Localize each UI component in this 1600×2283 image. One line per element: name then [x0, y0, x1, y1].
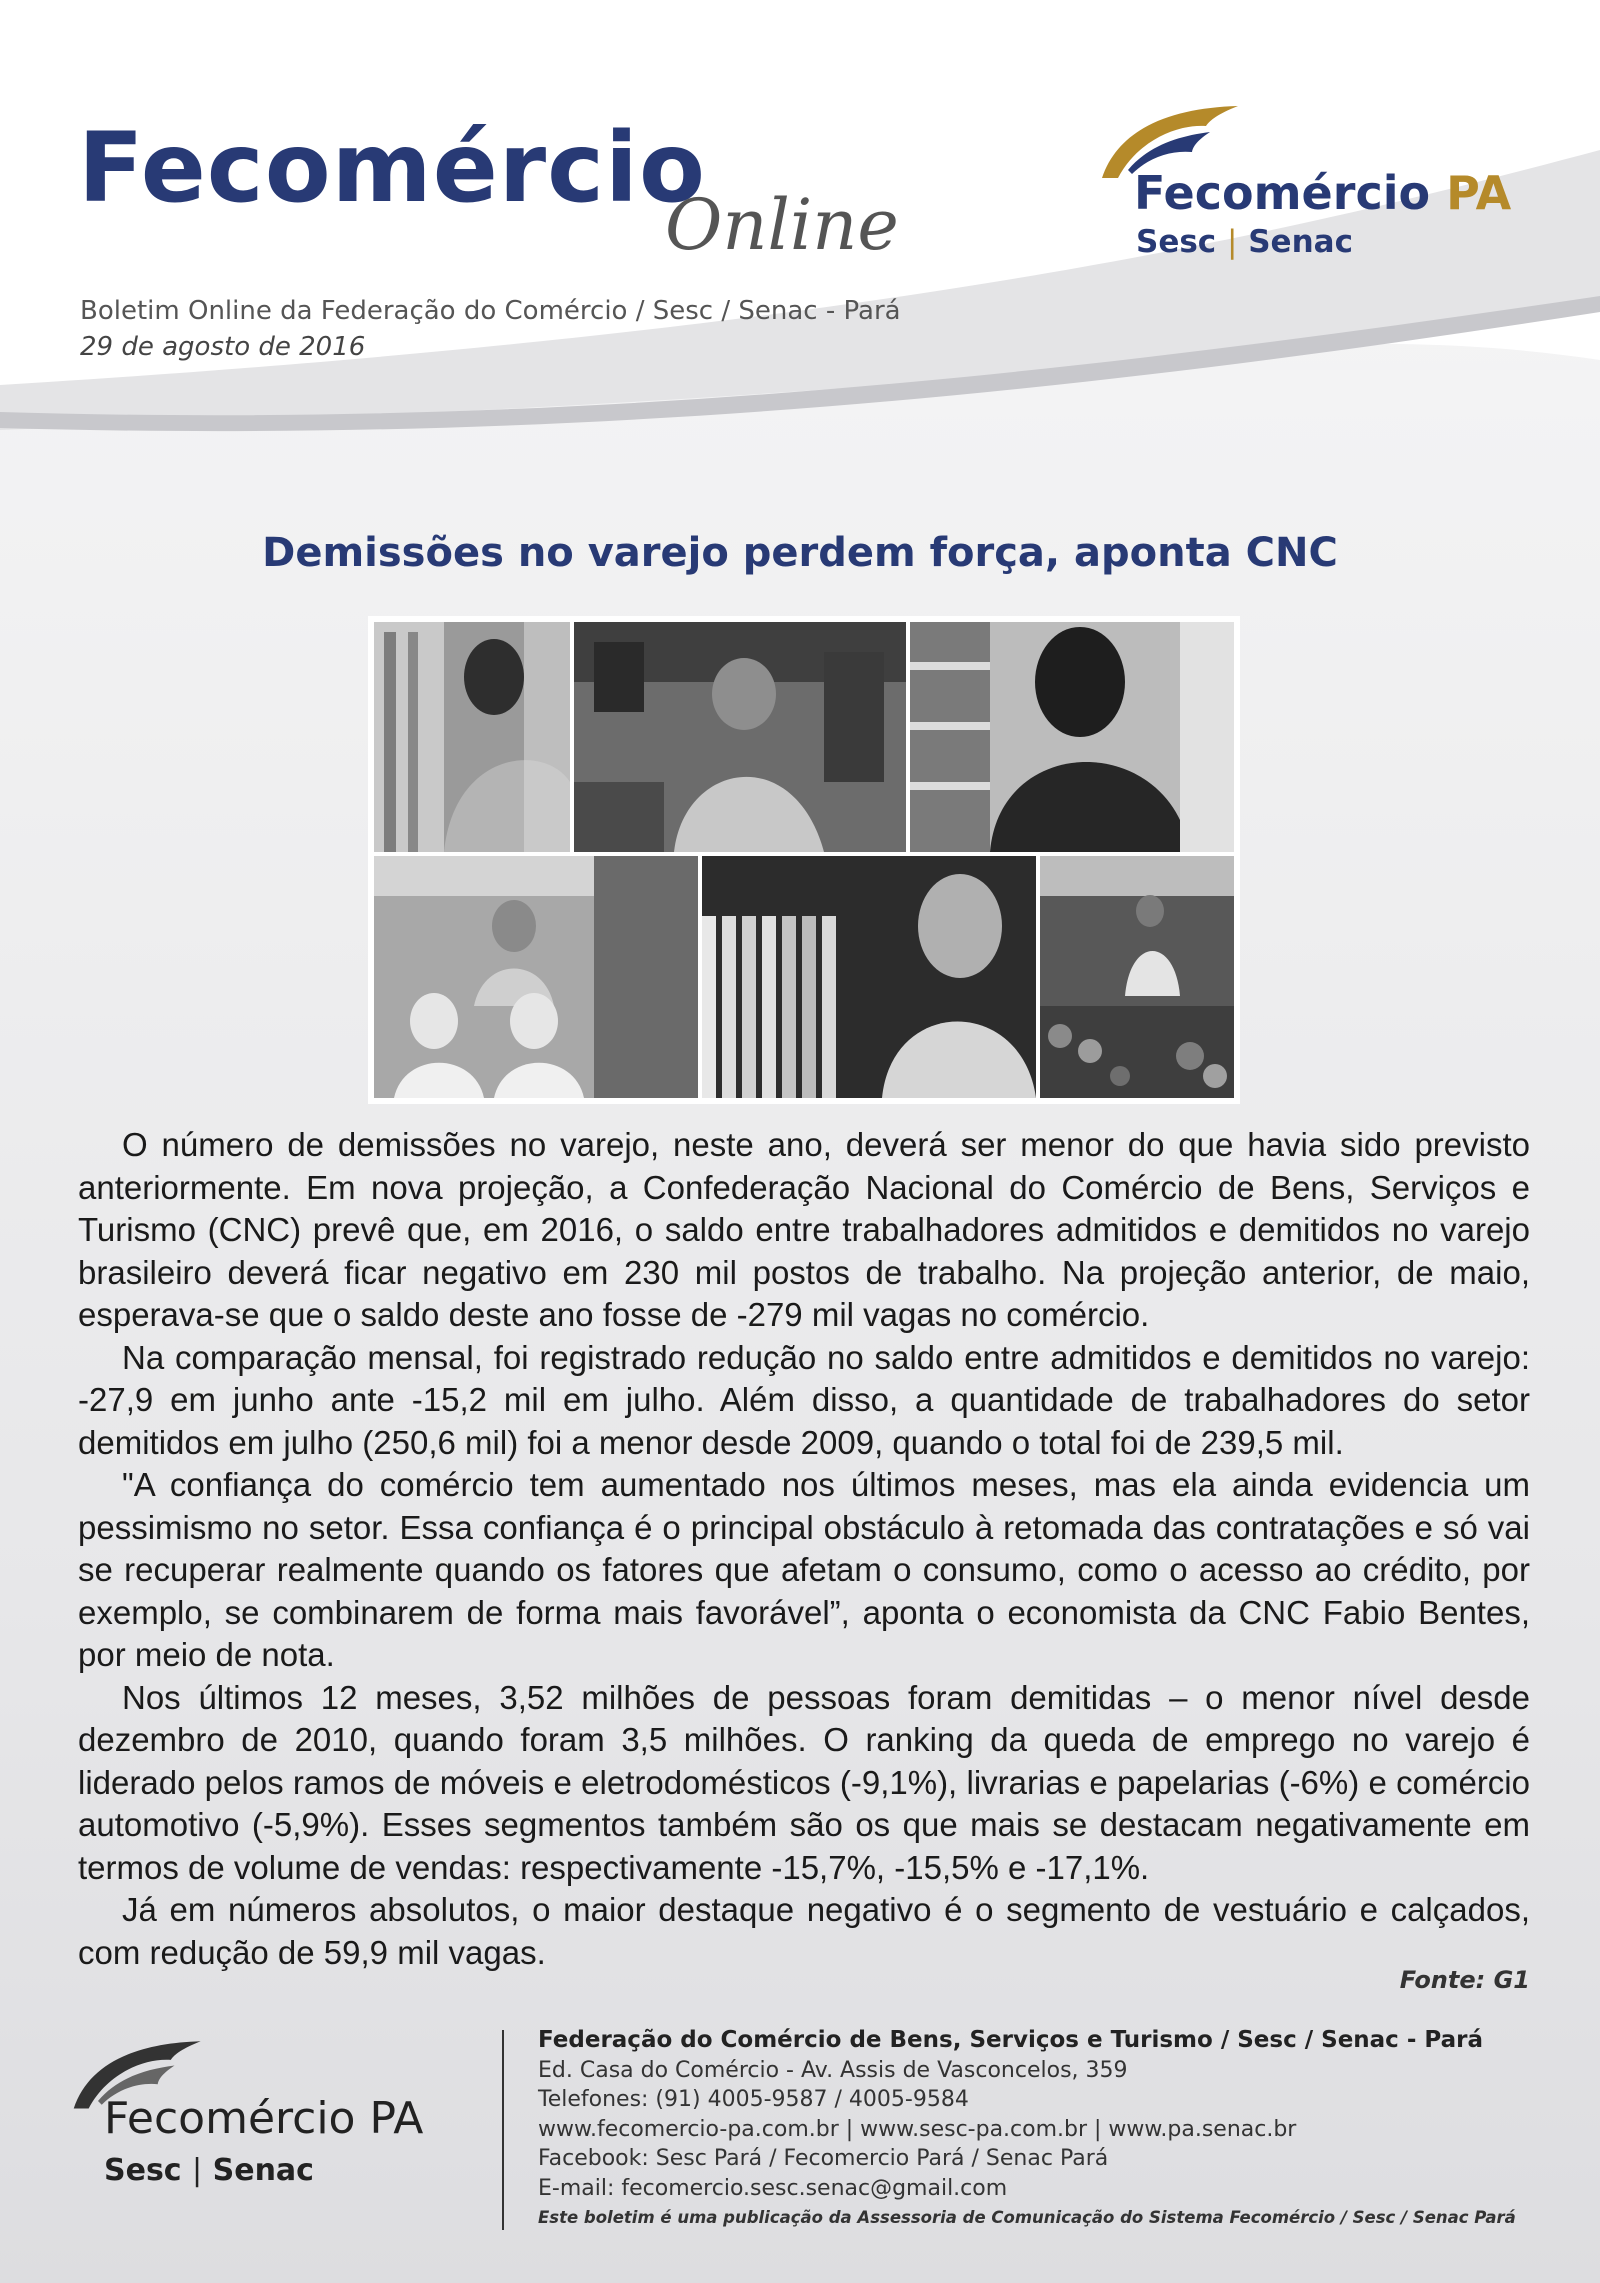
footer-websites[interactable]: www.fecomercio-pa.com.br | www.sesc-pa.com.br | www.pa.senac.br [538, 2116, 1297, 2142]
article-headline: Demissões no varejo perdem força, aponta CNC [262, 530, 1338, 576]
logo-name: Fecomércio [1134, 166, 1431, 220]
article-paragraph: Já em números absolutos, o maior destaque negativo é o segmento de vestuário e calçados, com redução de 59,9 mil vagas. [78, 1891, 1530, 1971]
article-paragraph: "A confiança do comércio tem aumentado nos últimos meses, mas ela ainda evidencia um pessimismo no setor. Essa confiança é o principal obstáculo à retomada das contratações e só vai se recuperar realmente quando os fatores que afetam o consumo, como o acesso ao crédito, por exemplo, se combinarem de forma mais favorável”, aponta o economista da CNC Fabio Bentes, por meio de nota. [78, 1466, 1530, 1673]
publication-title: Fecomércio [78, 112, 706, 224]
article-paragraph: Na comparação mensal, foi registrado redução no saldo entre admitidos e demitidos no varejo: -27,9 em junho ante -15,2 mil em julho. Além disso, a quantidade de trabalhadores do setor demitidos em julho (250,6 mil) foi a menor desde 2009, quando o total foi de 239,5 mil. [78, 1338, 1530, 1461]
article-paragraph: O número de demissões no varejo, neste ano, deverá ser menor do que havia sido previsto anteriormente. Em nova projeção, a Confederação Nacional do Comércio de Bens, Serviços e Turismo (CNC) prevê que, em 2016, o saldo entre trabalhadores admitidos e demitidos no varejo brasileiro deverá ficar negativo em 230 mil postos de trabalho. Na projeção anterior, de maio, esperava-se que o saldo deste ano fosse de -279 mil vagas no comércio. [78, 1126, 1530, 1333]
fecomercio-pa-logo-footer [70, 2035, 490, 2205]
logo-suffix: PA [1446, 166, 1512, 220]
logo-sesc: Sesc [1136, 224, 1217, 260]
photo-fruit-market [1040, 856, 1234, 1098]
fecomercio-pa-logo-header [1098, 100, 1538, 270]
logo-sesc: Sesc [104, 2153, 182, 2188]
photo-woman-shopping [574, 622, 906, 852]
article-source: Fonte: G1 [1399, 1966, 1530, 1994]
logo-separator: | [192, 2153, 203, 2188]
footer-phones: Telefones: (91) 4005-9587 / 4005-9584 [538, 2087, 969, 2112]
footer-contact [538, 2026, 1516, 2233]
publication-title-script: Online [665, 184, 899, 266]
logo-suffix: PA [369, 2093, 424, 2144]
footer-address: Ed. Casa do Comércio - Av. Assis de Vasconcelos, 359 [538, 2057, 1128, 2083]
photo-woman-browsing-shelves [910, 622, 1234, 852]
photo-clothing-rack [374, 622, 570, 852]
footer-facebook: Facebook: Sesc Pará / Fecomercio Pará / Senac Pará [538, 2146, 1109, 2171]
logo-separator: | [1226, 224, 1238, 260]
footer-email[interactable]: E-mail: fecomercio.sesc.senac@gmail.com [538, 2175, 1008, 2201]
publication-date: 29 de agosto de 2016 [80, 332, 366, 362]
article-paragraph: Nos últimos 12 meses, 3,52 milhões de pessoas foram demitidas – o menor nível desde dezembro de 2010, quando foram 3,5 milhões. O ranking da queda de emprego no varejo é liderado pelos ramos de móveis e eletrodomésticos (-9,1%), livrarias e papelarias (-6%) e comércio automotivo (-5,9%). Esses segmentos também são os que mais se destacam negativamente em termos de volume de vendas: respectivamente -15,7%, -15,5% e -17,1%. [78, 1678, 1530, 1886]
logo-name: Fecomércio [104, 2093, 356, 2144]
article-photo-collage [368, 616, 1240, 1104]
footer-note: Este boletim é uma publicação da Assessoria de Comunicação do Sistema Fecomércio / Sesc / Senac Pará [538, 2208, 1516, 2227]
footer-organization: Federação do Comércio de Bens, Serviços e Turismo / Sesc / Senac - Pará [538, 2027, 1483, 2053]
logo-senac: Senac [1248, 224, 1353, 260]
publication-subtitle: Boletim Online da Federação do Comércio / Sesc / Senac - Pará [80, 296, 901, 326]
photo-man-in-store [702, 856, 1036, 1098]
footer-divider [502, 2030, 504, 2230]
photo-store-mannequins [374, 856, 698, 1098]
logo-senac: Senac [212, 2153, 314, 2188]
article-body [78, 1124, 1530, 1974]
